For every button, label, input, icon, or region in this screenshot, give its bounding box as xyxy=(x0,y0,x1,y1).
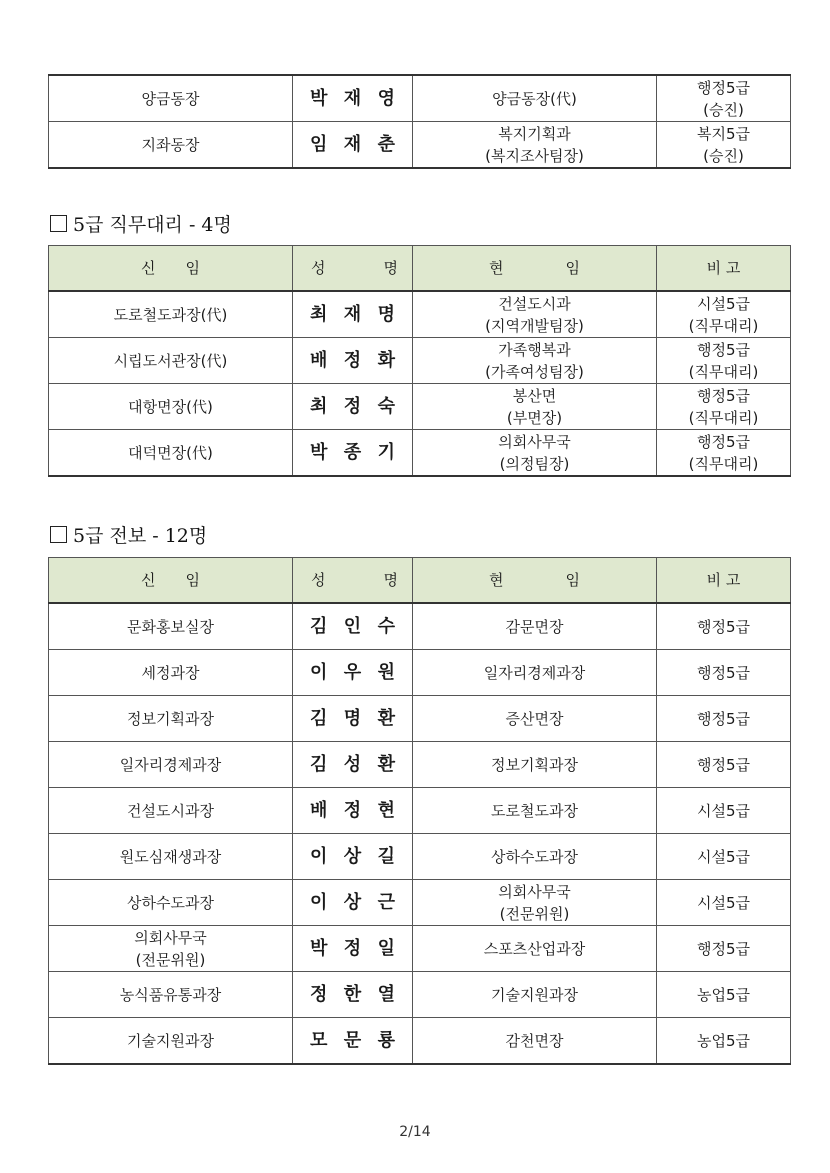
note-cell: 행정5급 xyxy=(657,696,791,742)
post-cell: 양금동장 xyxy=(49,75,293,122)
current-cell: 증산면장 xyxy=(413,696,657,742)
table-row xyxy=(49,926,791,972)
current-cell: 도로철도과장 xyxy=(413,788,657,834)
current-cell: 가족행복과 (가족여성팀장) xyxy=(413,338,657,384)
note-cell: 행정5급 (직무대리) xyxy=(657,384,791,430)
current-cell: 감천면장 xyxy=(413,1018,657,1065)
name-cell: 배 정 현 xyxy=(293,788,413,834)
checkbox-square-icon xyxy=(50,526,67,543)
header-note: 비 고 xyxy=(657,246,791,292)
table-row xyxy=(49,384,791,430)
section-heading-transfer: 5급 전보 - 12명 xyxy=(50,521,207,548)
table-row xyxy=(49,788,791,834)
table-row xyxy=(49,880,791,926)
header-current: 현 임 xyxy=(413,558,657,604)
name-cell: 배 정 화 xyxy=(293,338,413,384)
header-name: 성 명 xyxy=(293,246,413,292)
post-cell: 건설도시과장 xyxy=(49,788,293,834)
post-cell: 일자리경제과장 xyxy=(49,742,293,788)
header-post: 신 임 xyxy=(49,246,293,292)
current-cell: 건설도시과 (지역개발팀장) xyxy=(413,291,657,338)
note-cell: 시설5급 xyxy=(657,834,791,880)
name-cell: 정 한 열 xyxy=(293,972,413,1018)
page-number: 2/14 xyxy=(399,1124,431,1140)
name-cell: 최 재 명 xyxy=(293,291,413,338)
current-cell: 양금동장(代) xyxy=(413,75,657,122)
table-row xyxy=(49,742,791,788)
name-cell: 김 명 환 xyxy=(293,696,413,742)
name-cell: 박 정 일 xyxy=(293,926,413,972)
post-cell: 대항면장(代) xyxy=(49,384,293,430)
name-cell: 박 종 기 xyxy=(293,430,413,477)
note-cell: 농업5급 xyxy=(657,1018,791,1065)
note-cell: 시설5급 (직무대리) xyxy=(657,291,791,338)
name-cell: 이 상 근 xyxy=(293,880,413,926)
current-cell: 감문면장 xyxy=(413,603,657,650)
note-cell: 시설5급 xyxy=(657,880,791,926)
note-cell: 행정5급 (직무대리) xyxy=(657,338,791,384)
name-cell: 박 재 영 xyxy=(293,75,413,122)
current-cell: 봉산면 (부면장) xyxy=(413,384,657,430)
current-cell: 의회사무국 (전문위원) xyxy=(413,880,657,926)
table-row xyxy=(49,338,791,384)
current-cell: 정보기획과장 xyxy=(413,742,657,788)
note-cell: 행정5급 xyxy=(657,926,791,972)
post-cell: 정보기획과장 xyxy=(49,696,293,742)
table-header-row xyxy=(49,246,791,292)
current-cell: 상하수도과장 xyxy=(413,834,657,880)
table-row xyxy=(49,650,791,696)
post-cell: 도로철도과장(代) xyxy=(49,291,293,338)
post-cell: 농식품유통과장 xyxy=(49,972,293,1018)
post-cell: 세정과장 xyxy=(49,650,293,696)
table-row xyxy=(49,834,791,880)
note-cell: 행정5급 xyxy=(657,603,791,650)
post-cell: 지좌동장 xyxy=(49,122,293,169)
table-row xyxy=(49,291,791,338)
post-cell: 기술지원과장 xyxy=(49,1018,293,1065)
header-name: 성 명 xyxy=(293,558,413,604)
note-cell: 행정5급 xyxy=(657,650,791,696)
post-cell: 원도심재생과장 xyxy=(49,834,293,880)
table-row xyxy=(49,75,791,122)
name-cell: 최 정 숙 xyxy=(293,384,413,430)
post-cell: 시립도서관장(代) xyxy=(49,338,293,384)
post-cell: 문화홍보실장 xyxy=(49,603,293,650)
table-row xyxy=(49,1018,791,1065)
post-cell: 상하수도과장 xyxy=(49,880,293,926)
table-row xyxy=(49,122,791,169)
current-cell: 의회사무국 (의정팀장) xyxy=(413,430,657,477)
note-cell: 복지5급 (승진) xyxy=(657,122,791,169)
table-row xyxy=(49,430,791,477)
table-row xyxy=(49,603,791,650)
note-cell: 시설5급 xyxy=(657,788,791,834)
table-row xyxy=(49,972,791,1018)
note-cell: 행정5급 (직무대리) xyxy=(657,430,791,477)
current-cell: 스포츠산업과장 xyxy=(413,926,657,972)
appointment-table-continued xyxy=(48,74,791,169)
name-cell: 이 상 길 xyxy=(293,834,413,880)
name-cell: 이 우 원 xyxy=(293,650,413,696)
header-note: 비 고 xyxy=(657,558,791,604)
name-cell: 임 재 춘 xyxy=(293,122,413,169)
current-cell: 일자리경제과장 xyxy=(413,650,657,696)
name-cell: 모 문 룡 xyxy=(293,1018,413,1065)
note-cell: 농업5급 xyxy=(657,972,791,1018)
acting-appointment-table xyxy=(48,245,791,477)
header-post: 신 임 xyxy=(49,558,293,604)
section-heading-acting: 5급 직무대리 - 4명 xyxy=(50,210,232,237)
post-cell: 대덕면장(代) xyxy=(49,430,293,477)
checkbox-square-icon xyxy=(50,215,67,232)
note-cell: 행정5급 (승진) xyxy=(657,75,791,122)
current-cell: 복지기획과 (복지조사팀장) xyxy=(413,122,657,169)
name-cell: 김 인 수 xyxy=(293,603,413,650)
header-current: 현 임 xyxy=(413,246,657,292)
table-row xyxy=(49,696,791,742)
transfer-table xyxy=(48,557,791,1065)
table-header-row xyxy=(49,558,791,604)
name-cell: 김 성 환 xyxy=(293,742,413,788)
current-cell: 기술지원과장 xyxy=(413,972,657,1018)
note-cell: 행정5급 xyxy=(657,742,791,788)
post-cell: 의회사무국 (전문위원) xyxy=(49,926,293,972)
